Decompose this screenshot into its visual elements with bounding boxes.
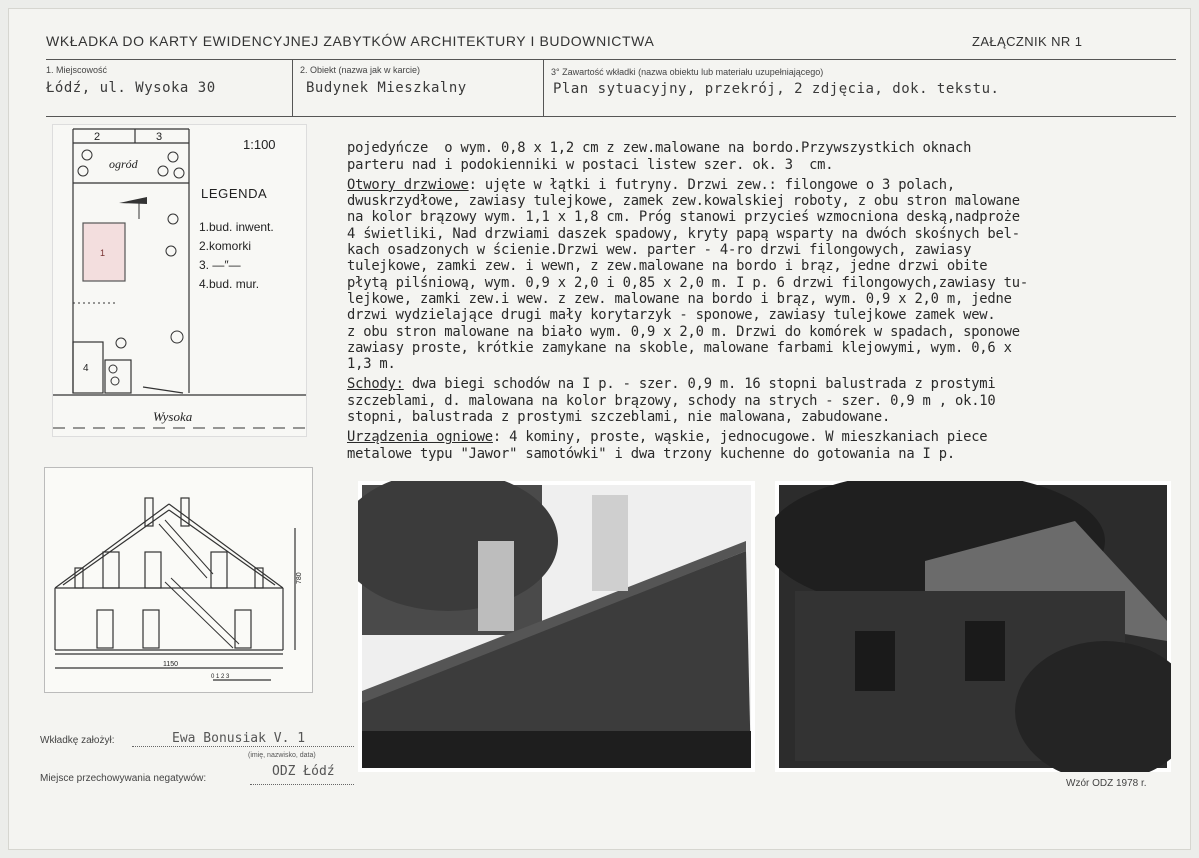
section-scale-bar: 0 1 2 3 xyxy=(211,674,230,680)
plan-label-2: 2 xyxy=(94,131,101,143)
header-rule xyxy=(46,59,1176,60)
garden-label: ogród xyxy=(109,157,138,171)
text-line: z obu stron malowane na biało wym. 0,9 x 2,0 m. Drzwi do komórek w spadach, sponowe xyxy=(347,323,1020,340)
content-label: 3° Zawartość wkładki (nazwa obiektu lub materiału uzupełniającego) xyxy=(551,67,824,77)
text-line: płytą pilśniową, wym. 0,9 x 2,0 i 0,85 x 2,0 m. I p. 6 drzwi filongowych,zawiasy tu- xyxy=(347,274,1028,291)
object-label: 2. Obiekt (nazwa jak w karcie) xyxy=(300,65,421,75)
legend-item: 4.bud. mur. xyxy=(199,277,260,291)
legend-item: 1.bud. inwent. xyxy=(199,220,274,234)
section-heading-stairs: Schody: xyxy=(347,376,404,393)
content-value: Plan sytuacyjny, przekrój, 2 zdjęcia, dok. tekstu. xyxy=(553,81,1000,97)
text-line: parteru nad i podokienniki w postaci listew szer. ok. 3 cm. xyxy=(347,156,834,173)
location-label: 1. Miejscowość xyxy=(46,65,108,75)
text-line: : ujęte w łątki i futryny. Drzwi zew.: filongowe o 3 polach, xyxy=(468,176,955,193)
annex-number: ZAŁĄCZNIK NR 1 xyxy=(972,34,1083,49)
cross-section-drawing xyxy=(44,467,313,693)
text-line: na kolor brązowy wym. 1,1 x 1,8 cm. Próg stanowi przycieś wzmocniona deską,nadproże xyxy=(347,209,1020,226)
width-dimension: 1150 xyxy=(163,661,179,668)
text-line: pojedyńcze o wym. 0,8 x 1,2 cm z zew.malowane na bordo.Przywszystkich oknach xyxy=(347,140,972,157)
field-divider-1 xyxy=(292,60,293,116)
street-name: Wysoka xyxy=(153,409,193,424)
plan-label-4: 4 xyxy=(83,363,89,374)
text-line: kach osadzonych w ścienie.Drzwi wew. parter - 4-ro drzwi filongowych, zawiasy xyxy=(347,242,972,259)
text-line: dwuskrzydłowe, zawiasy tulejkowe, zamek zew.kowalskiej roboty, z obu stron malowane xyxy=(347,193,1020,210)
section-heading-heating: Urządzenia ogniowe xyxy=(347,429,493,446)
form-template: Wzór ODZ 1978 r. xyxy=(1066,778,1147,789)
object-value: Budynek Mieszkalny xyxy=(306,80,467,96)
site-plan xyxy=(52,124,307,437)
photo-house-trees xyxy=(775,481,1171,772)
text-line: drzwi wydzielające drugi mały korytarzyk - sponowe, zawiasy tulejkowe zamek wew. xyxy=(347,307,996,324)
text-line: 4 świetliki, Nad drzwiami daszek spadowy, kryty papą wsparty na dwóch skośnych bel- xyxy=(347,225,1020,242)
field-divider-2 xyxy=(543,60,544,116)
negatives-label: Miejsce przechowywania negatywów: xyxy=(40,773,207,784)
legend-title: LEGENDA xyxy=(201,186,268,201)
fields-rule xyxy=(46,116,1176,117)
author-value: Ewa Bonusiak V. 1 xyxy=(172,731,306,746)
text-line: szczeblami, d. malowana na kolor brązowy, schody na strych - szer. 0,9 m , ok.10 xyxy=(347,392,996,409)
author-line xyxy=(132,746,354,747)
photo-roof-chimneys xyxy=(358,481,755,772)
legend-item: 2.komorki xyxy=(199,239,252,253)
text-line: 1,3 m. xyxy=(347,356,396,373)
text-line: stopni, balustrada z prostymi szczeblami, nie malowana, zabudowane. xyxy=(347,409,891,426)
author-label: Wkładkę założył: xyxy=(40,735,115,746)
plan-scale: 1:100 xyxy=(243,137,276,152)
author-note: (imię, nazwisko, data) xyxy=(248,752,316,759)
section-heading-doors: Otwory drzwiowe xyxy=(347,176,469,193)
text-line: zawiasy proste, krótkie zamykane na skoble, malowane farbami klejowymi, wym. 0,6 x xyxy=(347,339,1012,356)
text-line: : 4 kominy, proste, wąskie, jednocugowe. W mieszkaniach piece xyxy=(492,429,988,446)
text-line: tulejkowe, zamki zew. i wewn, z zew.malowane na bordo i brąz, jedne drzwi obite xyxy=(347,258,988,275)
card-title: WKŁADKA DO KARTY EWIDENCYJNEJ ZABYTKÓW ARCHITEKTURY I BUDOWNICTWA xyxy=(46,33,655,49)
negatives-value: ODZ Łódź xyxy=(272,764,335,779)
text-line: dwa biegi schodów na I p. - szer. 0,9 m. 16 stopni balustrada z prostymi xyxy=(403,376,996,393)
plan-label-1: 1 xyxy=(100,248,106,258)
legend-item: 3. —″— xyxy=(199,258,241,272)
description-text xyxy=(347,124,1195,478)
height-dimension: 780 xyxy=(296,572,303,584)
text-line: metalowe typu "Jawor" samotówki" i dwa trzony kuchenne do gotowania na I p. xyxy=(347,445,955,462)
location-value: Łódź, ul. Wysoka 30 xyxy=(46,80,216,96)
text-line: lejkowe, zamki zew.i wew. z zew. malowane na bordo i brąz, wym. 0,9 x 2,0 m, jedne xyxy=(347,290,1012,307)
negatives-line xyxy=(250,784,354,785)
plan-label-3: 3 xyxy=(156,131,163,143)
site-plan-drawing xyxy=(53,125,306,436)
